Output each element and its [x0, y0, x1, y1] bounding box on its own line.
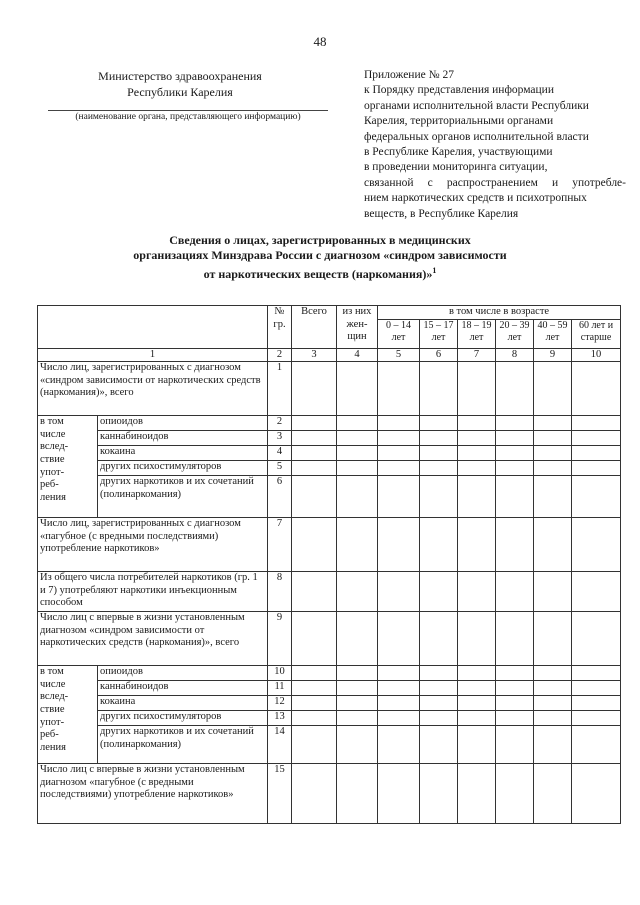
data-cell[interactable] [420, 572, 458, 612]
data-cell[interactable] [534, 518, 572, 572]
data-cell[interactable] [337, 696, 378, 711]
data-cell[interactable] [534, 764, 572, 824]
data-cell[interactable] [292, 572, 337, 612]
appendix-line: к Порядку представления информации [364, 84, 554, 97]
data-cell[interactable] [292, 431, 337, 446]
appendix-line: Приложение № 27 [364, 69, 454, 81]
row-number: 6 [268, 476, 292, 518]
data-cell[interactable] [337, 431, 378, 446]
appendix-line: веществ, в Республике Карелия [364, 207, 519, 220]
row-label: Число лиц, зарегистрированных с диагнозом «синдром зависимости от наркотических средств (наркомания)», всего [38, 362, 268, 416]
data-cell[interactable] [292, 446, 337, 461]
ministry-underline [48, 110, 328, 111]
data-cell[interactable] [496, 696, 534, 711]
header-age-15-17: 15 – 17 лет [420, 319, 458, 348]
data-cell[interactable] [534, 612, 572, 666]
data-cell[interactable] [292, 726, 337, 764]
data-cell[interactable] [337, 518, 378, 572]
data-cell[interactable] [420, 362, 458, 416]
data-cell[interactable] [534, 572, 572, 612]
data-cell[interactable] [378, 612, 420, 666]
data-cell[interactable] [337, 461, 378, 476]
row-label: кокаина [98, 446, 268, 461]
row-number: 9 [268, 612, 292, 666]
row-label: кокаина [98, 696, 268, 711]
title-line-3 [60, 263, 580, 282]
data-cell[interactable] [420, 711, 458, 726]
row-label: других психостимуляторов [98, 461, 268, 476]
data-cell[interactable] [496, 431, 534, 446]
appendix-line: в проведении мониторинга ситуации, [364, 161, 548, 174]
title-line-3-text: от наркотических веществ (наркомания)» [203, 267, 433, 282]
data-cell[interactable] [378, 764, 420, 824]
header-blank [38, 306, 268, 349]
data-cell[interactable] [378, 461, 420, 476]
data-cell[interactable] [572, 362, 621, 416]
title-line-1: Сведения о лицах, зарегистрированных в медицинских [169, 233, 471, 247]
ministry-name [60, 68, 300, 100]
data-cell[interactable] [378, 416, 420, 431]
row-number: 4 [268, 446, 292, 461]
data-cell[interactable] [337, 476, 378, 518]
data-cell[interactable] [420, 612, 458, 666]
header-age-20-39: 20 – 39 лет [496, 319, 534, 348]
data-cell[interactable] [378, 362, 420, 416]
data-cell[interactable] [458, 764, 496, 824]
data-cell[interactable] [420, 416, 458, 431]
row-label: Число лиц с впервые в жизни установленным диагнозом «пагубное (с вредными последствиями) употребление наркотиков» [38, 764, 268, 824]
data-cell[interactable] [534, 666, 572, 681]
header-total: Всего [292, 306, 337, 349]
data-cell[interactable] [572, 666, 621, 681]
header-age-group: в том числе в возрасте [378, 306, 621, 320]
row-number: 11 [268, 681, 292, 696]
page-number: 48 [313, 34, 327, 49]
row-label: других психостимуляторов [98, 711, 268, 726]
appendix-line: органами исполнительной власти Республики [364, 99, 589, 112]
data-cell[interactable] [572, 681, 621, 696]
row-number: 5 [268, 461, 292, 476]
column-number: 8 [496, 348, 534, 362]
data-cell[interactable] [572, 461, 621, 476]
row-number: 2 [268, 416, 292, 431]
appendix-block [364, 68, 626, 222]
data-cell[interactable] [378, 681, 420, 696]
header-women: из них жен- щин [337, 306, 378, 349]
column-number: 5 [378, 348, 420, 362]
column-number: 10 [572, 348, 621, 362]
row-label: опиоидов [98, 416, 268, 431]
header-age-18-19: 18 – 19 лет [458, 319, 496, 348]
row-label: опиоидов [98, 666, 268, 681]
data-cell[interactable] [337, 572, 378, 612]
group-label: в том числе вслед- ствие упот- реб- ления [38, 666, 98, 764]
data-cell[interactable] [420, 476, 458, 518]
row-number: 15 [268, 764, 292, 824]
data-cell[interactable] [496, 572, 534, 612]
data-cell[interactable] [496, 711, 534, 726]
data-cell[interactable] [496, 461, 534, 476]
data-cell[interactable] [292, 461, 337, 476]
data-cell[interactable] [337, 764, 378, 824]
data-cell[interactable] [572, 572, 621, 612]
data-cell[interactable] [572, 446, 621, 461]
data-cell[interactable] [572, 518, 621, 572]
data-cell[interactable] [496, 666, 534, 681]
data-cell[interactable] [458, 362, 496, 416]
data-cell[interactable] [458, 681, 496, 696]
row-number: 12 [268, 696, 292, 711]
data-cell[interactable] [292, 764, 337, 824]
data-cell[interactable] [292, 362, 337, 416]
data-cell[interactable] [292, 696, 337, 711]
data-cell[interactable] [496, 446, 534, 461]
appendix-line: нием наркотических средств и психотропных [364, 192, 587, 205]
row-number: 7 [268, 518, 292, 572]
data-cell[interactable] [534, 362, 572, 416]
data-cell[interactable] [378, 572, 420, 612]
row-label: Из общего числа потребителей наркотиков (гр. 1 и 7) употребляют наркотики инъекционным способом [38, 572, 268, 612]
data-cell[interactable] [292, 711, 337, 726]
data-cell[interactable] [496, 681, 534, 696]
column-number: 3 [292, 348, 337, 362]
data-cell[interactable] [534, 431, 572, 446]
data-cell[interactable] [337, 666, 378, 681]
data-cell[interactable] [292, 476, 337, 518]
data-cell[interactable] [337, 711, 378, 726]
data-cell[interactable] [378, 726, 420, 764]
data-cell[interactable] [534, 711, 572, 726]
data-cell[interactable] [420, 666, 458, 681]
data-cell[interactable] [458, 518, 496, 572]
data-cell[interactable] [420, 726, 458, 764]
appendix-line: связанной с распространением и употребле- [364, 176, 626, 189]
data-cell[interactable] [534, 696, 572, 711]
row-label: каннабиноидов [98, 681, 268, 696]
ministry-line-2: Республики Карелия [127, 85, 233, 99]
data-cell[interactable] [496, 726, 534, 764]
data-cell[interactable] [458, 726, 496, 764]
column-number: 1 [38, 348, 268, 362]
data-cell[interactable] [534, 681, 572, 696]
data-cell[interactable] [458, 666, 496, 681]
report-table [37, 305, 621, 824]
ministry-caption: (наименование органа, представляющего информацию) [75, 112, 301, 122]
data-cell[interactable] [458, 461, 496, 476]
data-cell[interactable] [458, 711, 496, 726]
data-cell[interactable] [420, 518, 458, 572]
data-cell[interactable] [572, 726, 621, 764]
row-label: Число лиц с впервые в жизни установленным диагнозом «синдром зависимости от наркотических средств (наркомания)», всего [38, 612, 268, 666]
data-cell[interactable] [572, 476, 621, 518]
data-cell[interactable] [292, 518, 337, 572]
data-cell[interactable] [572, 711, 621, 726]
data-cell[interactable] [534, 476, 572, 518]
column-number: 2 [268, 348, 292, 362]
data-cell[interactable] [337, 681, 378, 696]
header-age-60-plus: 60 лет и старше [572, 319, 621, 348]
data-cell[interactable] [458, 572, 496, 612]
column-number: 9 [534, 348, 572, 362]
data-cell[interactable] [378, 446, 420, 461]
appendix-line: Карелия, территориальными органами [364, 115, 554, 128]
data-cell[interactable] [337, 362, 378, 416]
data-cell[interactable] [496, 518, 534, 572]
row-number: 8 [268, 572, 292, 612]
document-title [60, 233, 580, 283]
row-number: 1 [268, 362, 292, 416]
row-label: Число лиц, зарегистрированных с диагнозом «пагубное (с вредными последствиями) употребление наркотиков» [38, 518, 268, 572]
group-label: в том числе вслед- ствие упот- реб- ления [38, 416, 98, 518]
data-cell[interactable] [458, 416, 496, 431]
data-cell[interactable] [458, 446, 496, 461]
data-cell[interactable] [420, 431, 458, 446]
data-cell[interactable] [420, 696, 458, 711]
data-cell[interactable] [572, 696, 621, 711]
data-cell[interactable] [420, 681, 458, 696]
data-cell[interactable] [378, 476, 420, 518]
column-number: 7 [458, 348, 496, 362]
data-cell[interactable] [337, 446, 378, 461]
data-cell[interactable] [572, 416, 621, 431]
data-cell[interactable] [496, 764, 534, 824]
data-cell[interactable] [337, 726, 378, 764]
data-cell[interactable] [534, 416, 572, 431]
row-number: 14 [268, 726, 292, 764]
data-cell[interactable] [378, 711, 420, 726]
data-cell[interactable] [572, 764, 621, 824]
data-cell[interactable] [292, 666, 337, 681]
data-cell[interactable] [534, 461, 572, 476]
data-cell[interactable] [496, 612, 534, 666]
data-cell[interactable] [378, 518, 420, 572]
data-cell[interactable] [496, 416, 534, 431]
data-cell[interactable] [458, 431, 496, 446]
row-number: 10 [268, 666, 292, 681]
data-cell[interactable] [420, 446, 458, 461]
data-cell[interactable] [378, 696, 420, 711]
data-cell[interactable] [292, 612, 337, 666]
data-cell[interactable] [420, 461, 458, 476]
appendix-line: федеральных органов исполнительной власти [364, 130, 589, 143]
header-age-0-14: 0 – 14 лет [378, 319, 420, 348]
data-cell[interactable] [420, 764, 458, 824]
data-cell[interactable] [458, 612, 496, 666]
appendix-line: в Республике Карелия, участвующими [364, 146, 553, 159]
data-cell[interactable] [378, 666, 420, 681]
data-cell[interactable] [496, 362, 534, 416]
data-cell[interactable] [337, 612, 378, 666]
row-number: 3 [268, 431, 292, 446]
data-cell[interactable] [534, 446, 572, 461]
data-cell[interactable] [337, 416, 378, 431]
row-label: каннабиноидов [98, 431, 268, 446]
column-number: 4 [337, 348, 378, 362]
row-label: других наркотиков и их сочетаний (полинаркомания) [98, 726, 268, 764]
row-number: 13 [268, 711, 292, 726]
data-cell[interactable] [496, 476, 534, 518]
data-cell[interactable] [572, 431, 621, 446]
ministry-line-1: Министерство здравоохранения [98, 69, 262, 83]
header-age-40-59: 40 – 59 лет [534, 319, 572, 348]
title-line-2: организациях Минздрава России с диагнозом «синдром зависимости [133, 248, 507, 263]
data-cell[interactable] [534, 726, 572, 764]
data-cell[interactable] [572, 612, 621, 666]
data-cell[interactable] [292, 416, 337, 431]
data-cell[interactable] [378, 431, 420, 446]
data-cell[interactable] [292, 681, 337, 696]
row-label: других наркотиков и их сочетаний (полинаркомания) [98, 476, 268, 518]
footnote-mark: 1 [432, 266, 437, 276]
data-cell[interactable] [458, 476, 496, 518]
header-row-number: № гр. [268, 306, 292, 349]
data-cell[interactable] [458, 696, 496, 711]
column-number: 6 [420, 348, 458, 362]
